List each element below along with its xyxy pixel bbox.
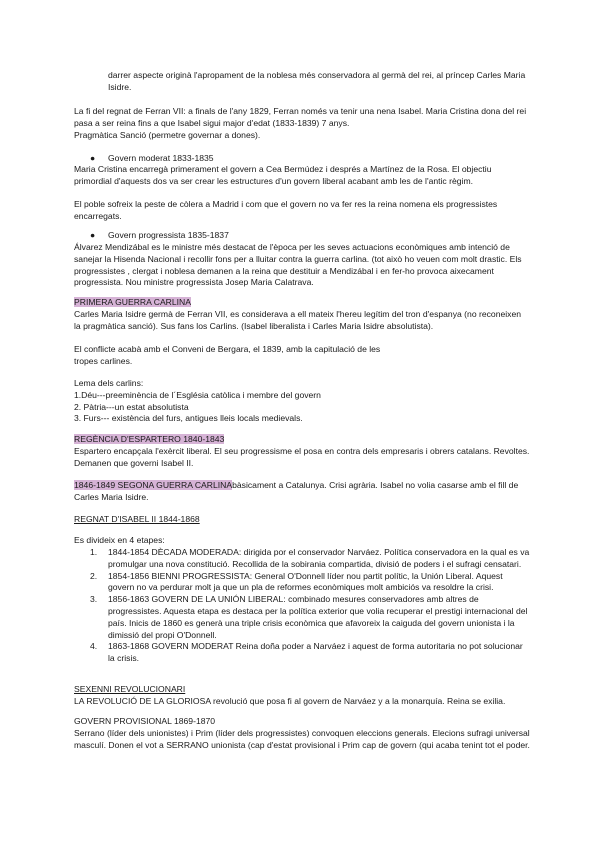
lema-item: 1.Déu---preeminència de l´Església catòlica i membre del govern [74, 390, 321, 400]
paragraph-colera: El poble sofreix la peste de còlera a Madrid i com que el govern no va fer res la reina nomena els progressistes encarregats. [74, 199, 498, 221]
etapa-text: 1844-1854 DÈCADA MODERADA: dirigida por el conservador Narváez. Política conservadora en la qual es va promulgar una nova constitució. Recollida de la sobirania compartida, divisió de poders i el sufragi censatari. [108, 547, 530, 569]
heading-regnat: REGNAT D'ISABEL II 1844-1868 [74, 514, 200, 524]
etapa-number: 2. [90, 570, 98, 581]
bullet-govern-moderat: Govern moderat 1833-1835 [108, 153, 214, 163]
etapa-item [90, 547, 530, 571]
paragraph-etapes: Es divideix en 4 etapes: [74, 535, 165, 545]
etapa-number: 4. [90, 641, 98, 652]
paragraph-moderat: Maria Cristina encarregà primerament el govern a Cea Bermúdez i després a Martínez de la Rosa. El objectiu primordial d'aquests dos va ser crear les estructures d'un govern liberal acabant amb les de l'antic règim. [74, 164, 492, 186]
bullet-dot: ● [90, 153, 96, 163]
paragraph-provisional: Serrano (líder dels unionistes) i Prim (líder dels progressistes) convoquen eleccions generals. Elecions sufragi universal masculí. Donen el vot a SERRANO unionista (cap d'estat provisional i Prim cap de govern (qui acaba tenint tot el poder. [74, 728, 530, 750]
etapes-list [90, 547, 530, 665]
lema-item: 2. Pàtria---un estat absolutista [74, 402, 189, 412]
bullet-govern-progressista: Govern progressista 1835-1837 [108, 230, 229, 240]
paragraph-primera-guerra: Carles Maria Isidre germà de Ferran VII, es considerava a ell mateix l'hereu legítim del tron d'espanya (no reconeixen la pragmàtica sanció). Sus fans los Carlins. (Isabel liberalista i Carles Maria Isidre absolutista). [74, 309, 522, 331]
heading-primera-guerra: PRIMERA GUERRA CARLINA [74, 297, 191, 307]
paragraph-conveni: El conflicte acabà amb el Conveni de Bergara, el 1839, amb la capitulació de les tropes carlines. [74, 344, 381, 366]
bullet-dot: ● [90, 230, 96, 240]
etapa-item [90, 641, 530, 665]
etapa-text: 1856-1863 GOVERN DE LA UNIÓN LIBERAL: combinado mesures conservadores amb altres de progressistes. Aquesta etapa es destaca per la política exterior que volia recuperar el prestigi internacional del país. Inicis de 1860 es generà una triple crisis econòmica que afavoreix la caiguda del govern unionista i la dimissió del propi O'Donnell. [108, 594, 528, 640]
paragraph-pragmatica: Pragmàtica Sanció (permetre governar a dones). [74, 130, 261, 140]
heading-segona-guerra: 1846-1849 SEGONA GUERRA CARLINA [74, 480, 233, 490]
etapa-number: 1. [90, 547, 98, 557]
etapa-text: 1854-1856 BIENNI PROGRESSISTA: General O'Donnell líder nou partit polític, la Unión Liberal. Aquest govern no va perdurar molt ja que un pla de reformes econòmiques molt ambiciós va resoldre la crisi. [108, 570, 503, 593]
heading-sexenni: SEXENNI REVOLUCIONARI [74, 684, 186, 694]
etapa-text: 1863-1868 GOVERN MODERAT Reina doña poder a Narváez i aquest de forma autoritaria no pot solucionar la crisis. [108, 641, 523, 664]
paragraph-progressista: Álvarez Mendizábal es le ministre més destacat de l'època per les seves actuacions econòmiques amb intenció de sanejar la Hisenda Nacional i recollir fons per a lluitar contra la guerra carlina. (tot això ho veuen com molt drastic. Els progressistes , clergat i noblesa demanen a la reina que destituir a Mendizábal i en fer-ho provoca aixecament progressista. Nou ministre progressista Josep Maria Calatrava. [74, 242, 522, 288]
lema-item: 3. Furs--- existència del furs, antigues lleis locals medievals. [74, 413, 303, 423]
paragraph-regencia: Espartero encapçala l'exèrcit liberal. El seu progressisme el posa en contra dels empresaris i obrers catalans. Revoltes. Demanen que governi Isabel II. [74, 446, 530, 468]
etapa-item [90, 571, 530, 595]
paragraph-top: darrer aspecte originà l'apropament de la noblesa més conservadora al germà del rei, al príncep Carles Maria Isidre. [108, 70, 526, 92]
paragraph-ferran: La fi del regnat de Ferran VII: a finals de l'any 1829, Ferran només va tenir una nena Isabel. Maria Cristina dona del rei pasa a ser reina fins a que Isabel sigui major d'edat (1833-1839) 7 anys. [74, 106, 527, 128]
etapa-item [90, 594, 530, 641]
heading-regencia: REGÈNCIA D'ESPARTERO 1840-1843 [74, 434, 225, 444]
lema-title: Lema dels carlins: [74, 378, 144, 388]
paragraph-sexenni: LA REVOLUCIÓ DE LA GLORIOSA revolució que posa fi al govern de Narváez y a la monarquía. Reina se exilia. [74, 696, 506, 706]
etapa-number: 3. [90, 594, 98, 605]
heading-govern-provisional: GOVERN PROVISIONAL 1869-1870 [74, 716, 216, 726]
paragraph-segona-guerra: 1846-1849 SEGONA GUERRA CARLINAbàsicament a Catalunya. Crisi agrària. Isabel no volia casarse amb el fill de Carles Maria Isidre. [74, 480, 519, 502]
